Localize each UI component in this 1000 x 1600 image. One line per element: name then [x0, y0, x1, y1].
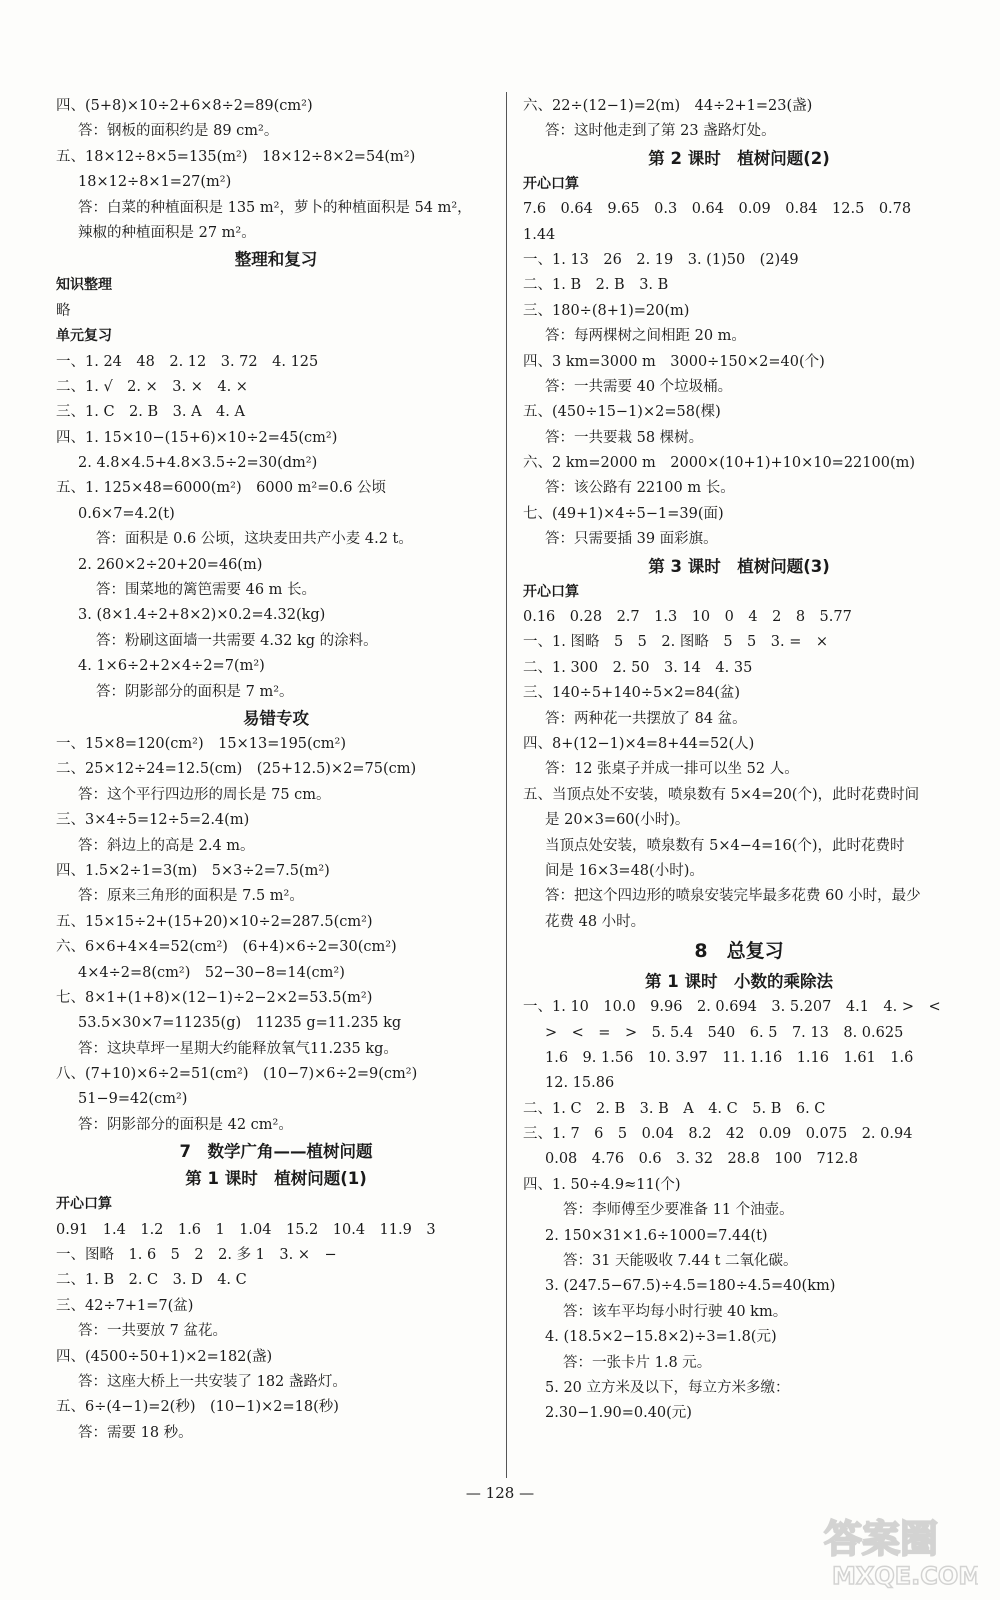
page-number: — 128 —	[465, 1484, 535, 1502]
section-heading: 第 2 课时 植树问题(2)	[648, 148, 830, 168]
answer-line: 答：每两棵树之间相距 20 m。	[545, 328, 746, 345]
subheading: 开心口算	[56, 1196, 112, 1213]
answer-line: 五、6÷(4−1)=2(秒) (10−1)×2=18(秒)	[56, 1399, 339, 1416]
section-heading: 易错专攻	[243, 708, 309, 728]
answer-line: 间是 16×3=48(小时)。	[545, 862, 704, 879]
answer-line: 二、1. B 2. B 3. B	[523, 277, 669, 294]
answer-line: 四、8+(12−1)×4=8+44=52(人)	[523, 735, 755, 752]
answer-line: 一、1. 24 48 2. 12 3. 72 4. 125	[56, 353, 319, 370]
answer-line: 3. (247.5−67.5)÷4.5=180÷4.5=40(km)	[545, 1278, 836, 1295]
answer-line: 答：钢板的面积约是 89 cm²。	[78, 123, 279, 140]
subheading: 开心口算	[523, 175, 579, 192]
answer-line: 答：阴影部分的面积是 42 cm²。	[78, 1116, 293, 1133]
answer-line: 四、3 km=3000 m 3000÷150×2=40(个)	[523, 353, 825, 370]
answer-line: 答：这个平行四边形的周长是 75 cm。	[78, 786, 331, 803]
answer-line: 四、(5+8)×10÷2+6×8÷2=89(cm²)	[56, 98, 313, 114]
answer-line: 三、180÷(8+1)=20(m)	[523, 302, 690, 319]
answer-line: 三、1. C 2. B 3. A 4. A	[56, 404, 245, 421]
answer-line: 4. 1×6÷2+2×4÷2=7(m²)	[78, 658, 265, 675]
right-column	[523, 94, 955, 1427]
answer-line: 答：12 张桌子并成一排可以坐 52 人。	[545, 761, 799, 778]
answer-line: 答：一共需要 40 个垃圾桶。	[545, 378, 733, 395]
answer-line: 答：斜边上的高是 2.4 m。	[78, 837, 255, 854]
answer-line: 花费 48 小时。	[545, 913, 646, 930]
answer-line: 答：白菜的种植面积是 135 m²，萝卜的种植面积是 54 m²，	[78, 199, 472, 216]
answer-line: 2. 4.8×4.5+4.8×3.5÷2=30(dm²)	[78, 455, 318, 472]
answer-line: 答：需要 18 秒。	[78, 1424, 193, 1441]
column-divider	[506, 92, 507, 1478]
answer-line: 六、6×6+4×4=52(cm²) (6+4)×6÷2=30(cm²)	[56, 939, 397, 956]
section-heading: 第 3 课时 植树问题(3)	[648, 556, 830, 576]
answer-line: 答：这时他走到了第 23 盏路灯处。	[545, 123, 776, 140]
answer-line: 答：李师傅至少要准备 11 个油壶。	[563, 1202, 794, 1219]
answer-line: 答：只需要插 39 面彩旗。	[545, 531, 718, 548]
answer-line: 答：两种花一共摆放了 84 盆。	[545, 710, 747, 727]
answer-line: 四、1. 50÷4.9≈11(个)	[523, 1176, 681, 1193]
answer-line: 答：粉刷这面墙一共需要 4.32 kg 的涂料。	[96, 632, 378, 649]
answer-line: 答：这座大桥上一共安装了 182 盏路灯。	[78, 1373, 347, 1390]
answer-line: 一、15×8=120(cm²) 15×13=195(cm²)	[56, 735, 347, 752]
answer-line: 略	[56, 302, 71, 319]
answer-line: 三、3×4÷5=12÷5=2.4(m)	[56, 812, 250, 829]
answer-line: 五、当顶点处不安装，喷泉数有 5×4=20(个)，此时花费时间	[523, 786, 920, 803]
answer-line: 答：围菜地的篱笆需要 46 m 长。	[96, 582, 317, 599]
answer-line: 答：原来三角形的面积是 7.5 m²。	[78, 888, 304, 905]
watermark-logo	[818, 1500, 978, 1592]
answer-line: 五、1. 125×48=6000(m²) 6000 m²=0.6 公顷	[56, 480, 387, 497]
answer-line: 答：一共要栽 58 棵树。	[545, 429, 704, 446]
answer-line: 53.5×30×7=11235(g) 11235 g=11.235 kg	[78, 1015, 402, 1032]
answer-line: 五、18×12÷8×5=135(m²) 18×12÷8×2=54(m²)	[56, 148, 416, 165]
answer-line: 3. (8×1.4÷2+8×2)×0.2=4.32(kg)	[78, 607, 326, 624]
answer-line: 五、15×15÷2+(15+20)×10÷2=287.5(cm²)	[56, 913, 373, 930]
answer-line: 答：一共要放 7 盆花。	[78, 1323, 227, 1340]
answer-line: 四、1.5×2÷1=3(m) 5×3÷2=7.5(m²)	[56, 862, 330, 879]
answer-line: 答：面积是 0.6 公顷，这块麦田共产小麦 4.2 t。	[96, 531, 413, 548]
answer-line: 当顶点处安装，喷泉数有 5×4−4=16(个)，此时花费时	[545, 837, 905, 854]
answer-line: 二、1. B 2. C 3. D 4. C	[56, 1272, 247, 1289]
answer-line: 三、140÷5+140÷5×2=84(盆)	[523, 685, 741, 702]
section-heading: 整理和复习	[234, 250, 318, 270]
answer-line: 0.6×7=4.2(t)	[78, 505, 175, 522]
answer-line: 二、1. C 2. B 3. B A 4. C 5. B 6. C	[523, 1100, 826, 1117]
answer-line: 八、(7+10)×6÷2=51(cm²) (10−7)×6÷2=9(cm²)	[56, 1066, 418, 1083]
answer-line: 答：这块草坪一星期大约能释放氧气11.235 kg。	[78, 1040, 398, 1057]
answer-line: 答：该公路有 22100 m 长。	[545, 480, 735, 497]
subheading: 知识整理	[56, 277, 112, 294]
answer-line: 七、8×1+(1+8)×(12−1)÷2−2×2=53.5(m²)	[56, 989, 373, 1006]
answer-line: 五、(450÷15−1)×2=58(棵)	[523, 404, 721, 421]
answer-line: 7.6 0.64 9.65 0.3 0.64 0.09 0.84 12.5 0.78	[523, 201, 912, 218]
subheading: 开心口算	[523, 583, 579, 600]
answer-line: 2.30−1.90=0.40(元)	[545, 1405, 692, 1422]
subheading: 单元复习	[56, 328, 112, 345]
answer-line: 一、1. 图略 5 5 2. 图略 5 5 3. = ×	[523, 634, 829, 651]
answer-line: 答：阴影部分的面积是 7 m²。	[96, 683, 294, 700]
answer-line: 一、1. 10 10.0 9.96 2. 0.694 3. 5.207 4.1 4. > <	[523, 999, 941, 1016]
answer-line: 18×12÷8×1=27(m²)	[78, 174, 232, 191]
answer-line: 51−9=42(cm²)	[78, 1091, 188, 1108]
left-column	[56, 94, 496, 1446]
answer-line: 0.91 1.4 1.2 1.6 1 1.04 15.2 10.4 11.9 3	[56, 1221, 436, 1238]
answer-line: 二、1. 300 2. 50 3. 14 4. 35	[523, 659, 753, 676]
answer-line: 一、1. 13 26 2. 19 3. (1)50 (2)49	[523, 251, 799, 268]
answer-line: 一、图略 1. 6 5 2 2. 多 1 3. × −	[56, 1247, 337, 1264]
answer-line: 辣椒的种植面积是 27 m²。	[78, 224, 256, 241]
answer-line: 答：把这个四边形的喷泉安装完毕最多花费 60 小时，最少	[545, 888, 921, 905]
section-heading: 第 1 课时 植树问题(1)	[185, 1169, 367, 1189]
answer-line: 四、1. 15×10−(15+6)×10÷2=45(cm²)	[56, 429, 338, 446]
answer-line: 4×4÷2=8(cm²) 52−30−8=14(cm²)	[78, 964, 345, 981]
watermark-text: 答案圈	[824, 1517, 939, 1561]
answer-line: 是 20×3=60(小时)。	[545, 812, 690, 829]
answer-line: 2. 260×2÷20+20=46(m)	[78, 556, 263, 573]
answer-line: 答：该车平均每小时行驶 40 km。	[563, 1303, 788, 1320]
section-heading: 第 1 课时 小数的乘除法	[645, 972, 833, 992]
answer-line: 12. 15.86	[545, 1075, 615, 1092]
section-heading: 8 总复习	[694, 940, 784, 963]
answer-line: 5. 20 立方米及以下，每立方米多缴：	[545, 1379, 790, 1396]
answer-line: 六、2 km=2000 m 2000×(10+1)+10×10=22100(m)	[523, 455, 916, 472]
answer-line: 答：31 天能吸收 7.44 t 二氧化碳。	[563, 1253, 798, 1270]
answer-line: 三、1. 7 6 5 0.04 8.2 42 0.09 0.075 2. 0.94	[523, 1126, 913, 1143]
answer-line: > < = > 5. 5.4 540 6. 5 7. 13 8. 0.625	[545, 1024, 904, 1041]
answer-line: 七、(49+1)×4÷5−1=39(面)	[523, 505, 724, 522]
answer-line: 1.44	[523, 226, 556, 243]
answer-line: 六、22÷(12−1)=2(m) 44÷2+1=23(盏)	[523, 98, 813, 114]
answer-line: 答：一张卡片 1.8 元。	[563, 1354, 712, 1371]
answer-line: 二、1. √ 2. × 3. × 4. ×	[56, 378, 248, 395]
section-heading: 7 数学广角——植树问题	[179, 1142, 373, 1162]
answer-line: 2. 150×31×1.6÷1000=7.44(t)	[545, 1227, 768, 1244]
answer-line: 1.6 9. 1.56 10. 3.97 11. 1.16̇ 1.16 1.61 1.6̇	[545, 1049, 914, 1066]
answer-line: 0.08 4.76 0.6 3. 32 28.8 100 712.8	[545, 1151, 858, 1168]
answer-line: 二、25×12÷24=12.5(cm) (25+12.5)×2=75(cm)	[56, 761, 417, 778]
answer-line: 三、42÷7+1=7(盆)	[56, 1297, 194, 1314]
watermark-url: MXQE.COM	[832, 1562, 978, 1590]
answer-line: 0.16 0.28 2.7 1.3 10 0 4 2 8 5.77	[523, 609, 852, 626]
answer-line: 四、(4500÷50+1)×2=182(盏)	[56, 1348, 273, 1365]
answer-line: 4. (18.5×2−15.8×2)÷3=1.8(元)	[545, 1329, 777, 1346]
